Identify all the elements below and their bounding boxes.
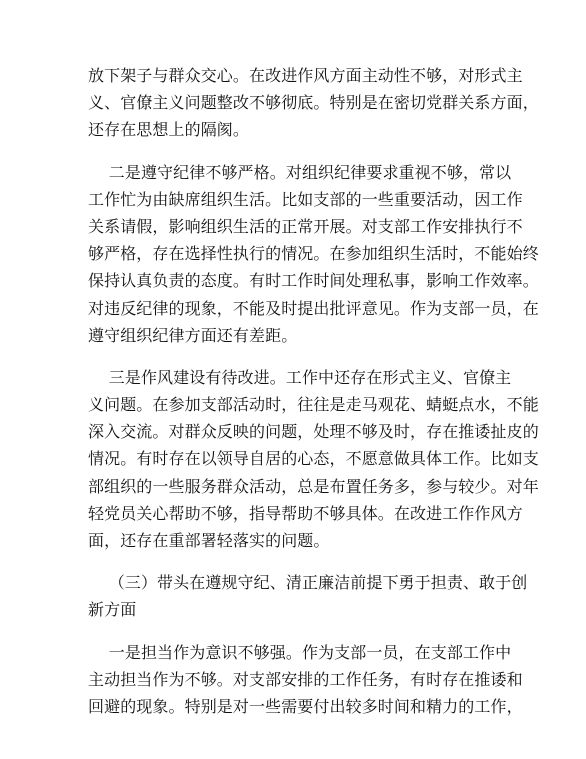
section-heading bbox=[88, 569, 528, 623]
paragraph-discipline bbox=[88, 159, 539, 349]
text-line: 主动担当作为不够。对支部安排的工作任务，有时存在推诿和 bbox=[88, 669, 523, 689]
text-line: 义问题。在参加支部活动时，往往是走马观花、蜻蜓点水，不能 bbox=[88, 395, 539, 415]
text-line: （三）带头在遵规守纪、清正廉洁前提下勇于担责、敢于创 bbox=[88, 573, 528, 593]
text-line: 够严格，存在选择性执行的情况。在参加组织生活时，不能始终 bbox=[88, 244, 539, 264]
text-line: 保持认真负责的态度。有时工作时间处理私事，影响工作效率。 bbox=[88, 271, 539, 291]
text-line: 面，还存在重部署轻落实的问题。 bbox=[88, 531, 330, 550]
text-line: 关系请假，影响组织生活的正常开展。对支部工作安排执行不 bbox=[88, 216, 523, 236]
text-line: 情况。有时存在以领导自居的心态，不愿意做具体工作。比如支 bbox=[88, 449, 539, 469]
text-line: 还存在思想上的隔阂。 bbox=[88, 120, 250, 140]
text-line: 轻党员关心帮助不够，指导帮助不够具体。在改进工作作风方 bbox=[88, 503, 523, 523]
text-line: 三是作风建设有待改进。工作中还存在形式主义、官僚主 bbox=[88, 367, 512, 387]
text-line: 放下架子与群众交心。在改进作风方面主动性不够，对形式主 bbox=[88, 66, 523, 85]
text-line: 工作忙为由缺席组织生活。比如支部的一些重要活动，因工作 bbox=[88, 189, 523, 209]
paragraph-work-style bbox=[88, 364, 539, 554]
text-line: 部组织的一些服务群众活动，总是布置任务多，参与较少。对年 bbox=[88, 476, 539, 496]
document-body bbox=[88, 62, 539, 735]
text-line: 遵守组织纪律方面还有差距。 bbox=[88, 325, 298, 345]
text-line: 回避的现象。特别是对一些需要付出较多时间和精力的工作， bbox=[88, 696, 523, 716]
paragraph-continuation bbox=[88, 62, 539, 144]
paragraph-responsibility bbox=[88, 639, 523, 721]
text-line: 对违反纪律的现象，不能及时提出批评意见。作为支部一员，在 bbox=[88, 298, 539, 318]
text-line: 新方面 bbox=[88, 600, 137, 620]
text-line: 深入交流。对群众反映的问题，处理不够及时，存在推诿扯皮的 bbox=[88, 422, 539, 442]
text-line: 二是遵守纪律不够严格。对组织纪律要求重视不够，常以 bbox=[88, 162, 512, 182]
text-line: 一是担当作为意识不够强。作为支部一员，在支部工作中 bbox=[88, 642, 512, 662]
text-line: 义、官僚主义问题整改不够彻底。特别是在密切党群关系方面， bbox=[88, 93, 539, 113]
